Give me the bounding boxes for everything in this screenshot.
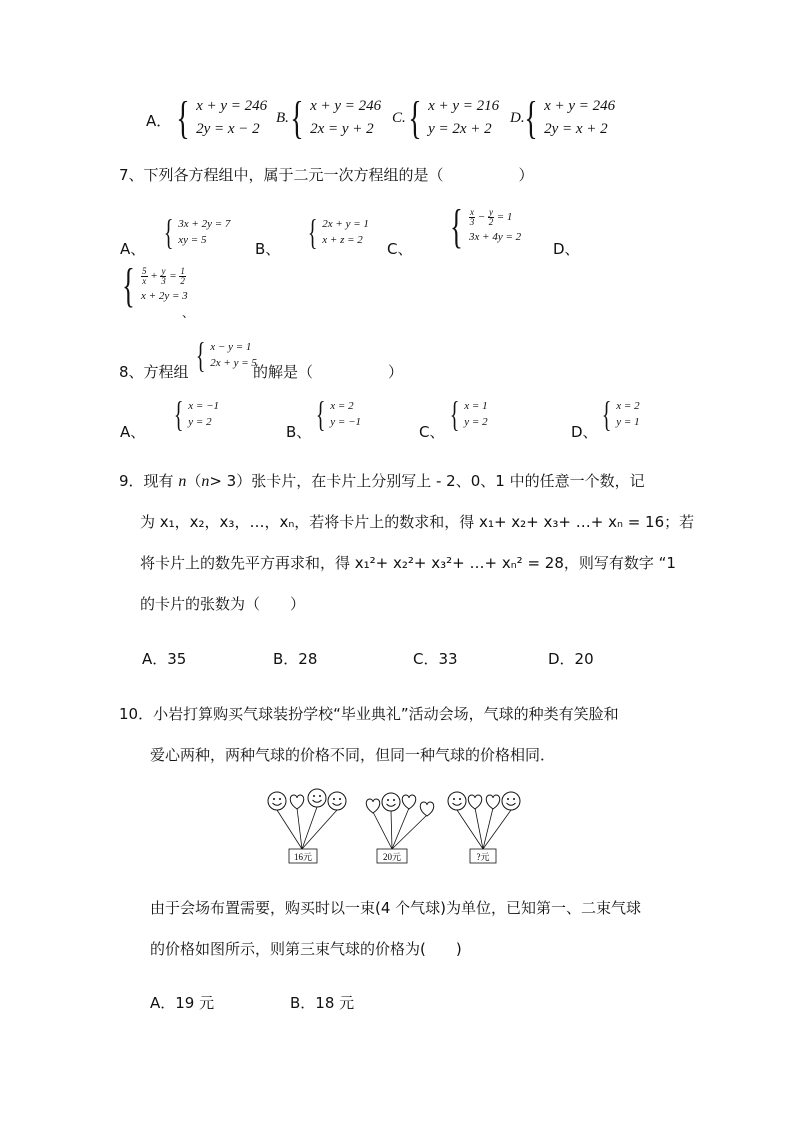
q9-line-3: 将卡片上的数先平方再求和，得 x₁²+ x₂²+ x₃²+ …+ xₙ² = 28，则写有数字 “1 [140, 554, 676, 572]
q8-option-a-label: A、 [120, 423, 146, 441]
brace-icon: { [195, 335, 206, 375]
smiley-balloon-icon [382, 793, 400, 811]
q8-option-a-system [170, 396, 219, 432]
denominator: 3 [469, 216, 475, 227]
q9-text: 9．现有 [119, 472, 174, 490]
numerator: 1 [180, 265, 185, 276]
q7-option-d-system [117, 259, 188, 312]
q7-stem: 7、下列各方程组中，属于二元一次方程组的是（ ） [119, 166, 534, 184]
heart-balloon-icon [420, 802, 434, 816]
q7-option-b-system [304, 214, 369, 250]
q9-option-a: A．35 [142, 650, 187, 668]
q9-option-b: B．28 [273, 650, 318, 668]
q7-option-c-label: C、 [387, 240, 413, 258]
q9-option-c: C．33 [413, 650, 458, 668]
q10-line-1: 10．小岩打算购买气球装扮学校“毕业典礼”活动会场，气球的种类有笑脸和 [119, 705, 619, 723]
equation: x + z = 2 [322, 234, 363, 246]
equation: x = 2 [616, 400, 640, 412]
fraction-equation [141, 266, 188, 286]
q8-prefix: 8、方程组 [119, 363, 189, 381]
equation: x − y = 1 [210, 341, 252, 353]
q9-line-2: 为 x₁，x₂，x₃，…，xₙ，若将卡片上的数求和，得 x₁+ x₂+ x₃+ …+ xₙ = 16；若 [140, 513, 695, 531]
brace-icon: { [163, 212, 174, 252]
q6-option-c-label: C. [392, 110, 406, 126]
smiley-balloon-icon [308, 789, 326, 807]
brace-icon: { [450, 200, 463, 253]
equation: x + 2y = 3 [141, 290, 188, 302]
balloon-figure [265, 786, 525, 868]
brace-icon: { [290, 92, 304, 143]
smiley-balloon-icon [502, 792, 520, 810]
brace-icon: { [449, 394, 460, 434]
brace-icon: { [408, 92, 422, 143]
equation: y = 2x + 2 [428, 121, 492, 137]
operator: − [477, 211, 486, 223]
equation-rhs: = 1 [496, 211, 513, 223]
q9-text: （ [186, 472, 202, 490]
equation: x + y = 216 [428, 98, 500, 114]
q7-option-a-label: A、 [120, 240, 146, 258]
q9-option-d: D．20 [548, 650, 594, 668]
numerator: y [161, 265, 166, 276]
equation: x + y = 246 [310, 98, 382, 114]
heart-balloon-icon [366, 799, 380, 813]
q6-option-d-system [520, 92, 616, 143]
q9-text: > 3）张卡片，在卡片上分别写上 - 2、0、1 中的任意一个数，记 [209, 472, 645, 490]
brace-icon: { [315, 394, 326, 434]
equation: 2x + y = 1 [322, 218, 369, 230]
equation: 2y = x + 2 [544, 121, 608, 137]
denominator: 2 [180, 275, 185, 286]
q7-option-c-system [445, 200, 522, 253]
q10-line-3: 由于会场布置需要，购买时以一束(4 个气球)为单位，已知第一、二束气球 [150, 899, 642, 917]
operator: = [169, 270, 177, 282]
equation: x + y = 246 [196, 98, 268, 114]
q7-option-a-system [160, 214, 230, 250]
price-tag-2: 20元 [382, 852, 402, 862]
q9-variable-n: n [178, 473, 187, 490]
brace-icon: { [122, 259, 135, 312]
smiley-balloon-icon [268, 792, 286, 810]
q7-option-d-tail: 、 [182, 306, 195, 320]
heart-balloon-icon [402, 795, 416, 809]
equation: y = −1 [330, 416, 362, 428]
q8-option-b-system [312, 396, 361, 432]
q8-suffix: 的解是（ ） [253, 363, 404, 381]
q9-variable-n: n [201, 473, 210, 490]
smiley-balloon-icon [448, 792, 466, 810]
brace-icon: { [307, 212, 318, 252]
q6-option-a-system [172, 92, 268, 143]
denominator: 3 [161, 275, 166, 286]
equation: y = 2 [188, 416, 212, 428]
brace-icon: { [176, 92, 190, 143]
q8-option-c-system [446, 396, 488, 432]
smiley-balloon-icon [328, 792, 346, 810]
q8-option-b-label: B、 [286, 423, 312, 441]
brace-icon: { [601, 394, 612, 434]
q7-option-b-label: B、 [255, 240, 281, 258]
q9-line-1 [119, 470, 645, 491]
q8-system [192, 337, 257, 373]
equation: x = 1 [464, 400, 488, 412]
brace-icon: { [173, 394, 184, 434]
q8-option-c-label: C、 [419, 423, 445, 441]
q10-line-4: 的价格如图所示，则第三束气球的价格为( ) [150, 940, 462, 958]
operator: + [150, 270, 158, 282]
q8-option-d-label: D、 [571, 423, 598, 441]
brace-icon: { [524, 92, 538, 143]
equation: x = −1 [188, 400, 220, 412]
equation: 2x = y + 2 [310, 121, 374, 137]
denominator: 2 [488, 216, 494, 227]
q10-option-a: A．19 元 [150, 994, 215, 1012]
numerator: 5 [142, 265, 147, 276]
numerator: y [488, 206, 493, 217]
equation: x = 2 [330, 400, 354, 412]
q6-option-b-label: B. [276, 110, 289, 126]
equation: xy = 5 [178, 234, 207, 246]
q10-option-b: B．18 元 [290, 994, 355, 1012]
numerator: x [470, 206, 475, 217]
equation: x + y = 246 [544, 98, 616, 114]
heart-balloon-icon [290, 795, 304, 809]
equation: 3x + 4y = 2 [469, 231, 522, 243]
equation: 3x + 2y = 7 [178, 218, 231, 230]
q6-option-a-label: A． [146, 112, 172, 130]
heart-balloon-icon [486, 795, 500, 809]
heart-balloon-icon [468, 795, 482, 809]
equation: 2y = x − 2 [196, 121, 260, 137]
q10-line-2: 爱心两种，两种气球的价格不同，但同一种气球的价格相同． [150, 746, 556, 764]
q6-option-c-system [404, 92, 500, 143]
equation: y = 2 [464, 416, 488, 428]
equation: y = 1 [616, 416, 640, 428]
q8-option-d-system [598, 396, 640, 432]
q6-option-b-system [286, 92, 382, 143]
denominator: x [142, 275, 147, 286]
q9-line-4: 的卡片的张数为（ ） [140, 595, 306, 613]
q6-option-d-label: D. [510, 110, 525, 126]
fraction-equation [469, 207, 521, 227]
price-tag-1: 16元 [293, 852, 313, 862]
q7-option-d-label: D、 [553, 240, 580, 258]
price-tag-3: ?元 [476, 852, 490, 862]
equation: 2x + y = 5 [210, 357, 257, 369]
